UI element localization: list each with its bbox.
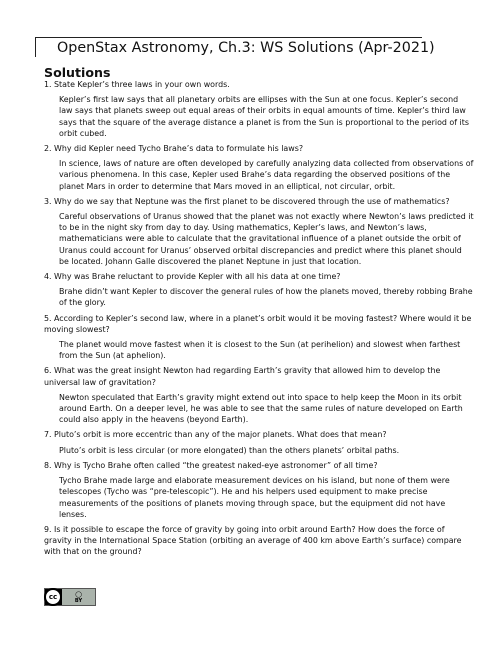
question-1: 1. State Kepler’s three laws in your own words. — [44, 80, 230, 89]
answer-1: Kepler’s first law says that all planetary orbits are ellipses with the Sun at one focus. Kepler’s second law says that planets sweep out equal areas of their orbits in equal amounts of time. Kepler’s third law says that the square of the average distance a planet is from the Sun is proportional to the period of its orbit cubed. — [59, 95, 469, 138]
cc-attribution-icon: ◯ — [75, 590, 82, 598]
question-9: 9. Is it possible to escape the force of gravity by going into orbit around Earth? How does the force of gravity in the International Space Station (orbiting an average of 400 km above Earth’s surface) compare with that on the ground? — [44, 524, 462, 557]
qa-list — [44, 79, 474, 558]
question-7: 7. Pluto’s orbit is more eccentric than any of the major planets. What does that mean? — [44, 430, 387, 440]
answer-2: In science, laws of nature are often developed by carefully analyzing data collected from observations of various phenomena. In this case, Kepler used Brahe’s data regarding the observed positions of the planet Mars in order to determine that Mars moved in an elliptical, not circular, orbit. — [59, 159, 474, 191]
question-5: 5. According to Kepler’s second law, where in a planet’s orbit would it be moving fastest? Where would it be moving slowest? — [44, 313, 472, 334]
cc-by-panel — [62, 589, 95, 605]
answer-6: Newton speculated that Earth’s gravity might extend out into space to help keep the Moon in its orbit around Earth. On a deeper level, he was able to see that the same rules of nature developed on Earth could also apply in the heavens (beyond Earth). — [59, 392, 463, 425]
cc-logo-icon: cc — [44, 588, 62, 606]
answer-5: The planet would move fastest when it is closest to the Sun (at perihelion) and slowest when farthest from the Sun (at aphelion). — [59, 340, 461, 361]
question-4: 4. Why was Brahe reluctant to provide Kepler with all his data at one time? — [44, 272, 341, 282]
question-2: 2. Why did Kepler need Tycho Brahe’s data to formulate his laws? — [44, 144, 304, 154]
question-6: 6. What was the great insight Newton had regarding Earth’s gravity that allowed him to develop the universal law of gravitation? — [44, 366, 441, 387]
answer-7: Pluto’s orbit is less circular (or more elongated) than the others planets’ orbital paths. — [59, 445, 400, 455]
answer-3: Careful observations of Uranus showed that the planet was not exactly where Newton’s laws predicted it to be in the night sky from day to day. Using mathematics, Kepler’s laws, and Newton’s laws, mathematicians were able to calculate that the gravitational influence of a planet outside the orbit of Uranus could account for Uranus’ observed orbital discrepancies and predict where this planet should be located. Johann Galle discovered the planet Neptune in just that location. — [59, 212, 474, 266]
cc-by-label: BY — [74, 597, 83, 604]
section-title: Solutions — [44, 65, 111, 80]
answer-8: Tycho Brahe made large and elaborate measurement devices on his island, but none of them were telescopes (Tycho was “pre-telescopic”). He and his helpers used equipment to make precise measurements of the positions of planets moving through space, but the equipment did not have lenses. — [59, 476, 450, 519]
creative-commons-by-badge-icon — [44, 588, 96, 606]
question-8: 8. Why is Tycho Brahe often called “the greatest naked-eye astronomer” of all time? — [44, 460, 378, 470]
question-3: 3. Why do we say that Neptune was the first planet to be discovered through the use of mathematics? — [44, 196, 450, 206]
answer-4: Brahe didn’t want Kepler to discover the general rules of how the planets moved, thereby robbing Brahe of the glory. — [59, 287, 473, 308]
document-header: OpenStax Astronomy, Ch.3: WS Solutions (Apr-2021) — [35, 37, 422, 57]
